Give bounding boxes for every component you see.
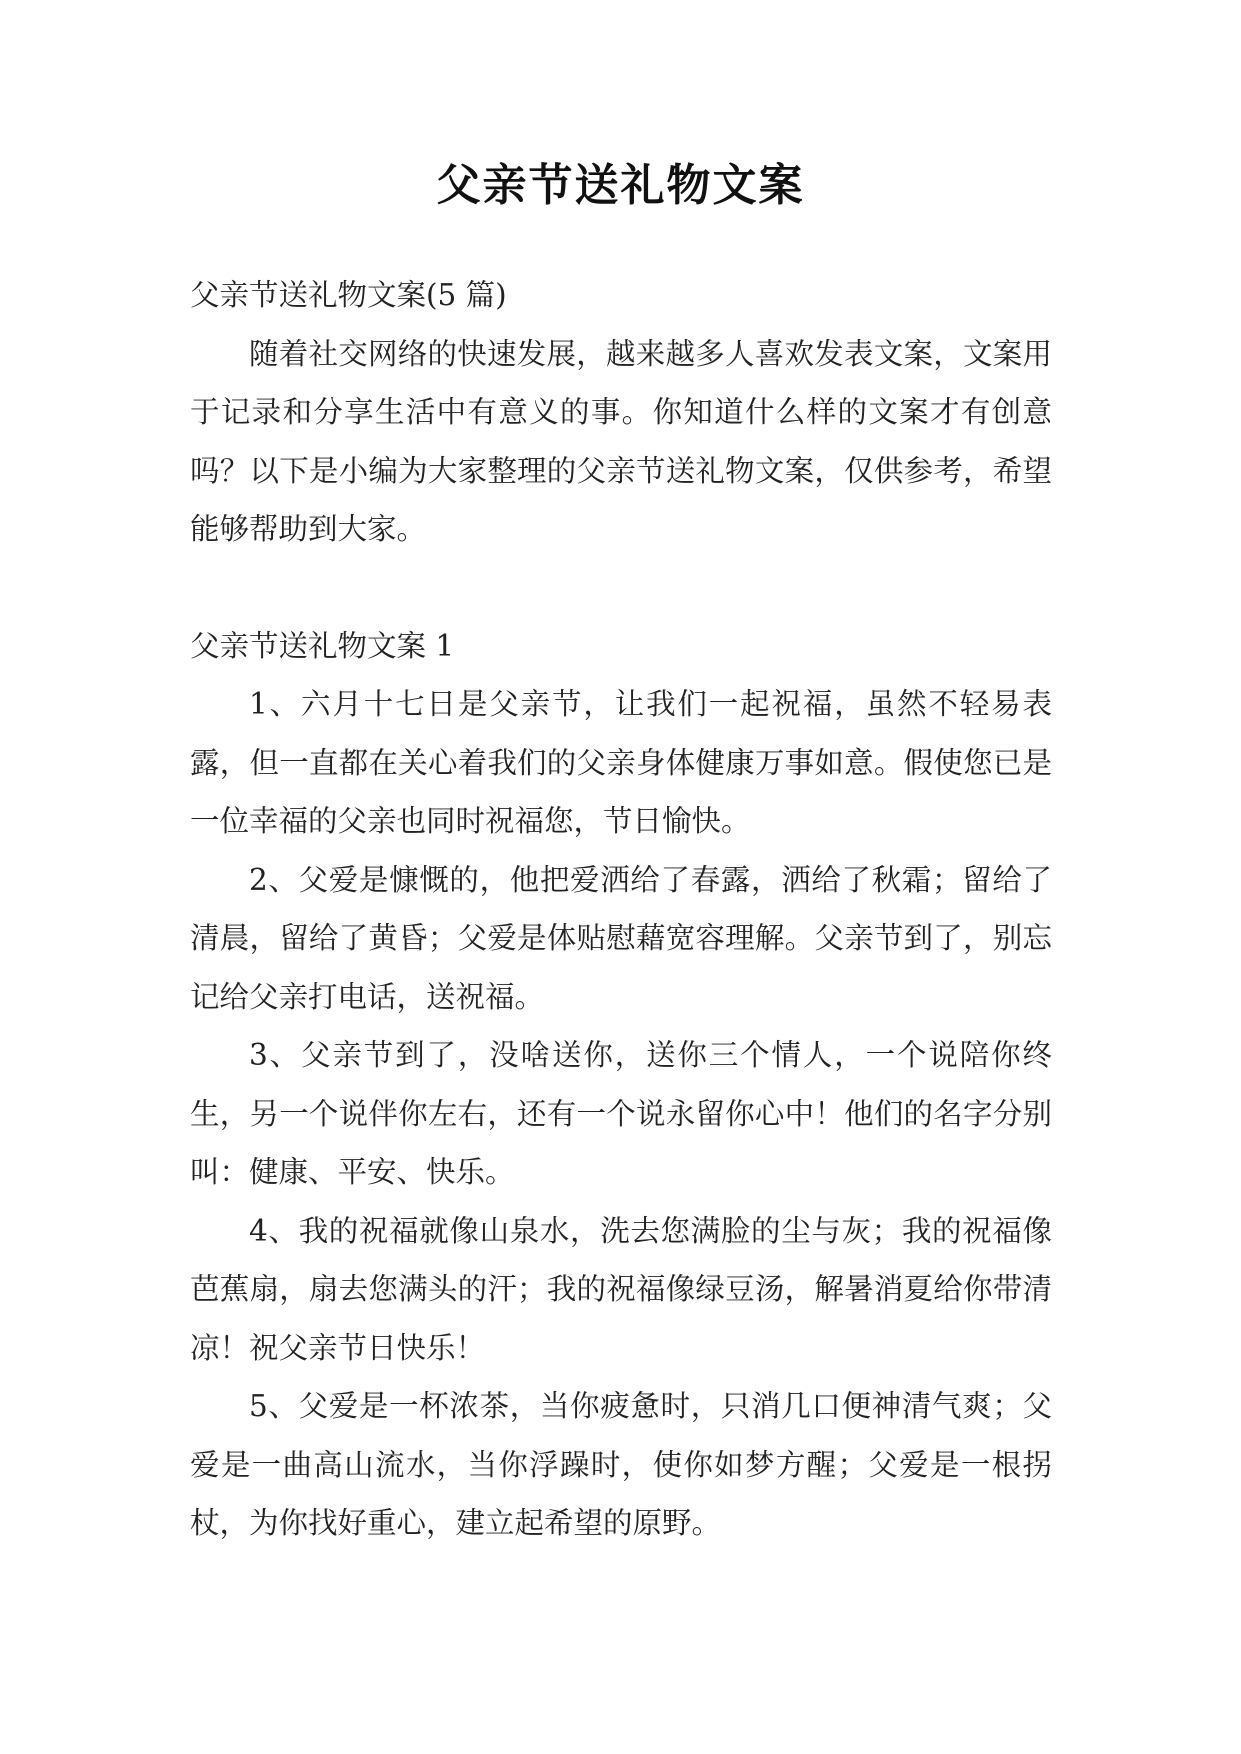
section-spacer: [190, 559, 1052, 617]
list-item: 3、父亲节到了，没啥送你，送你三个情人，一个说陪你终生，另一个说伴你左右，还有一个说永留你心中！他们的名字分别叫：健康、平安、快乐。: [190, 1038, 1052, 1189]
section-heading: 父亲节送礼物文案 1: [190, 628, 455, 663]
intro-paragraph: 随着社交网络的快速发展，越来越多人喜欢发表文案，文案用于记录和分享生活中有意义的事。你知道什么样的文案才有创意吗？以下是小编为大家整理的父亲节送礼物文案，仅供参考，希望能够帮助到大家。: [190, 336, 1052, 546]
document-body: [190, 266, 1052, 1553]
list-item: 2、父爱是慷慨的，他把爱洒给了春露，洒给了秋霜；留给了清晨，留给了黄昏；父爱是体贴慰藉宽容理解。父亲节到了，别忘记给父亲打电话，送祝福。: [190, 862, 1052, 1014]
list-item: 5、父爱是一杯浓茶，当你疲惫时，只消几口便神清气爽；父爱是一曲高山流水，当你浮躁时，使你如梦方醒；父爱是一根拐杖，为你找好重心，建立起希望的原野。: [190, 1389, 1052, 1540]
subtitle-heading: 父亲节送礼物文案(5 篇): [190, 278, 507, 312]
list-item: 4、我的祝福就像山泉水，洗去您满脸的尘与灰；我的祝福像芭蕉扇，扇去您满头的汗；我的祝福像绿豆汤，解暑消夏给你带清凉！祝父亲节日快乐！: [190, 1213, 1052, 1365]
list-item: 1、六月十七日是父亲节，让我们一起祝福，虽然不轻易表露，但一直都在关心着我们的父亲身体健康万事如意。假使您已是一位幸福的父亲也同时祝福您，节日愉快。: [190, 687, 1052, 838]
page-title: 父亲节送礼物文案: [436, 160, 805, 211]
